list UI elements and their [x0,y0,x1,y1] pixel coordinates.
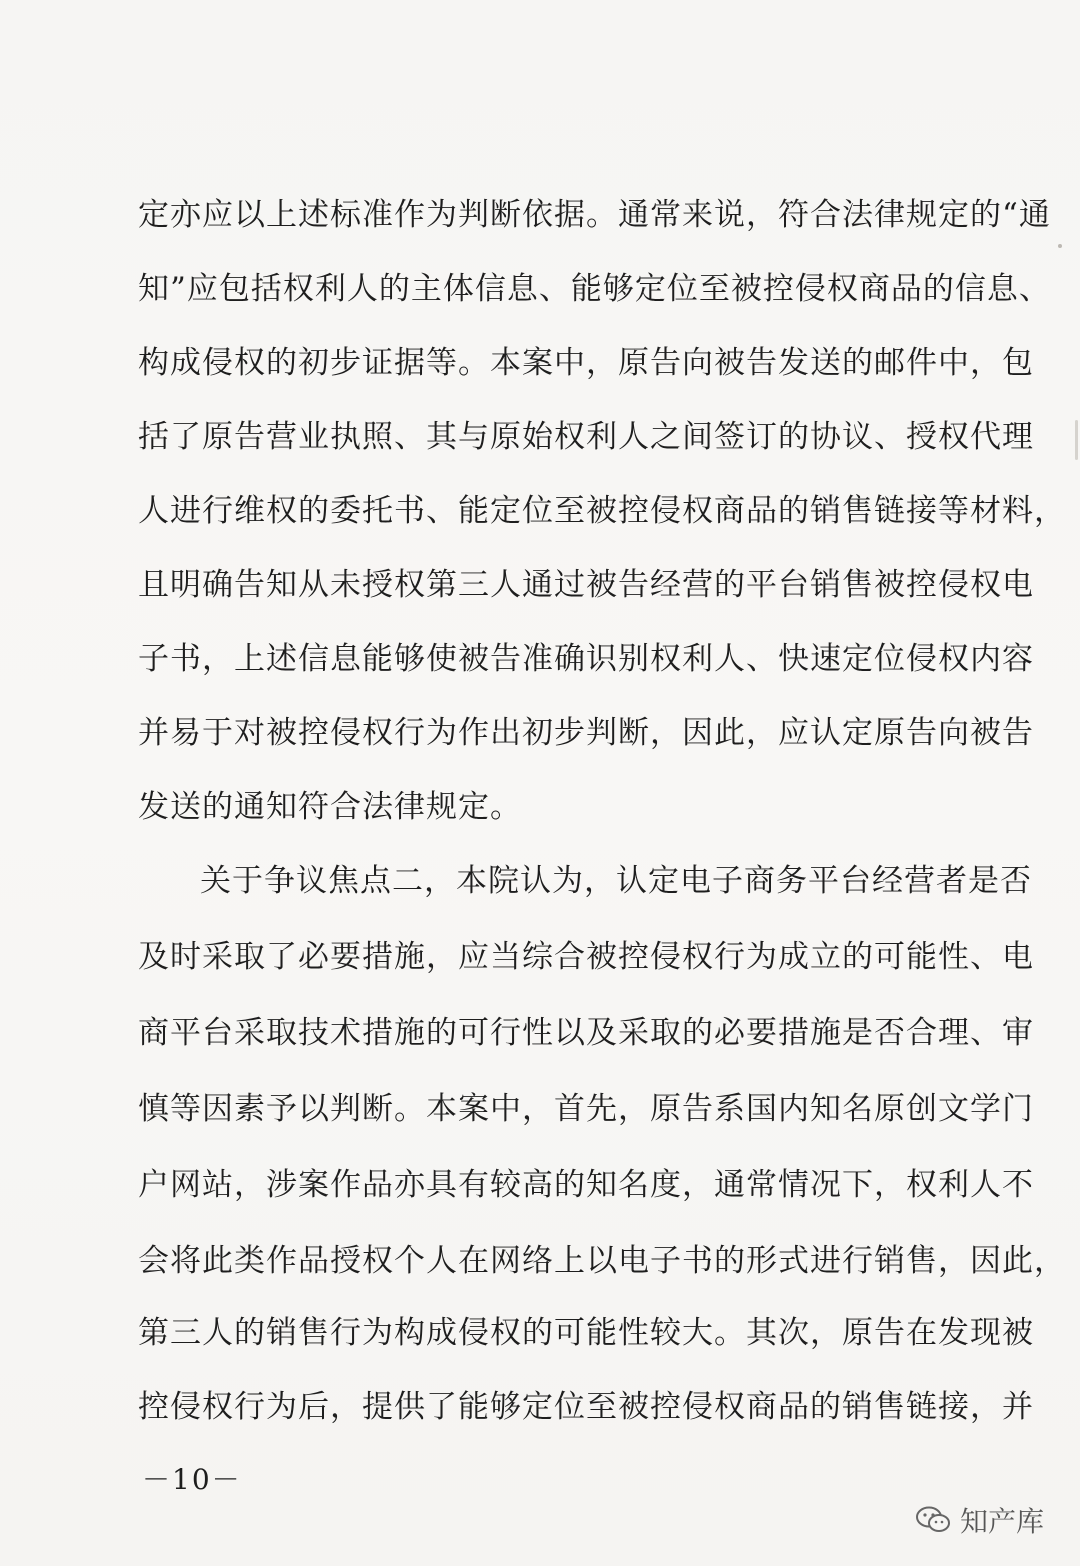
text-line: 控侵权行为后，提供了能够定位至被控侵权商品的销售链接，并 [138,1389,1034,1425]
page-number: －10－ [142,1463,242,1496]
text-line: 户网站，涉案作品亦具有较高的知名度，通常情况下，权利人不 [138,1167,1034,1203]
text-line: 并易于对被控侵权行为作出初步判断，因此，应认定原告向被告 [138,715,1034,751]
text-line: 慎等因素予以判断。本案中，首先，原告系国内知名原创文学门 [138,1091,1034,1127]
text-line: 及时采取了必要措施，应当综合被控侵权行为成立的可能性、电 [138,939,1034,975]
scan-speck [1058,244,1062,248]
text-line: 知”应包括权利人的主体信息、能够定位至被控侵权商品的信息、 [138,271,1051,307]
scan-edge-mark [1075,420,1078,460]
text-line: 商平台采取技术措施的可行性以及采取的必要措施是否合理、审 [138,1015,1034,1051]
wechat-icon [914,1505,952,1535]
text-line: 定亦应以上述标准作为判断依据。通常来说，符合法律规定的“通 [138,197,1051,233]
text-line: 人进行维权的委托书、能定位至被控侵权商品的销售链接等材料， [138,493,1066,529]
text-line: 会将此类作品授权个人在网络上以电子书的形式进行销售，因此， [138,1243,1066,1279]
text-line: 第三人的销售行为构成侵权的可能性较大。其次，原告在发现被 [138,1315,1034,1351]
text-line: 构成侵权的初步证据等。本案中，原告向被告发送的邮件中，包 [138,345,1034,381]
text-line: 且明确告知从未授权第三人通过被告经营的平台销售被控侵权电 [138,567,1034,603]
text-line: 括了原告营业执照、其与原始权利人之间签订的协议、授权代理 [138,419,1034,455]
text-line: 发送的通知符合法律规定。 [138,789,522,825]
paragraph-first-line: 关于争议焦点二，本院认为，认定电子商务平台经营者是否 [200,863,1032,899]
text-line: 子书，上述信息能够使被告准确识别权利人、快速定位侵权内容 [138,641,1034,677]
watermark [914,1500,1044,1540]
watermark-text: 知产库 [959,1505,1044,1538]
